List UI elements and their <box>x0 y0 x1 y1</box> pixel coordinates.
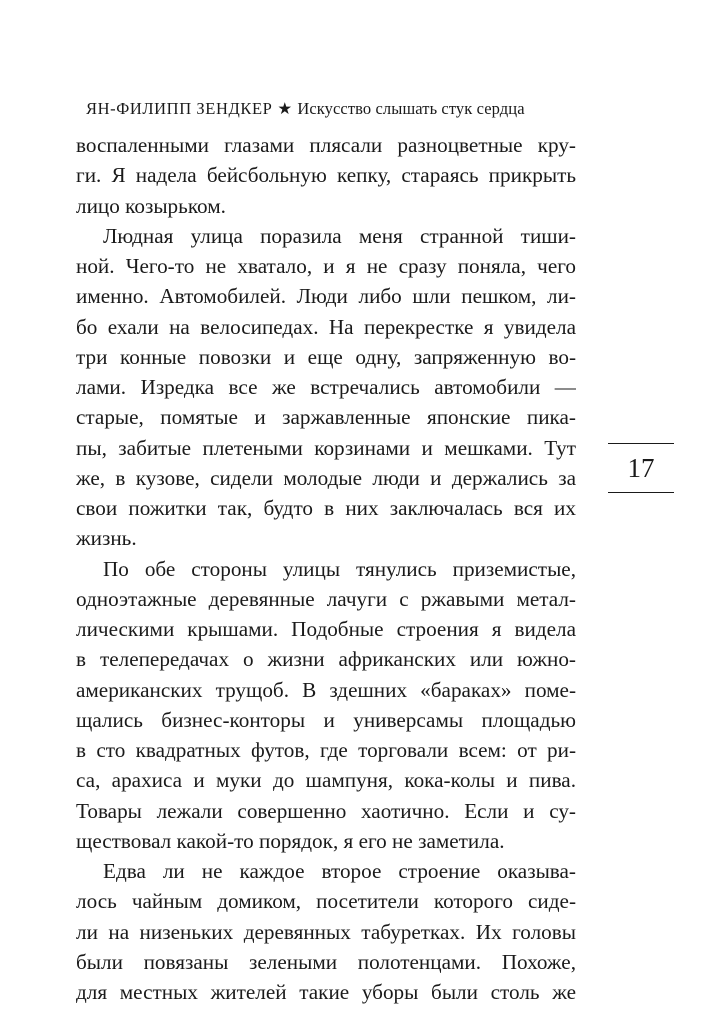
running-head <box>86 97 586 121</box>
text-line: старые, помятые и заржавленные японские пика- <box>76 405 576 430</box>
text-line: ги. Я надела бейсбольную кепку, стараясь прикрыть <box>76 163 576 188</box>
text-line: же, в кузове, сидели молодые люди и держались за <box>76 465 576 490</box>
paragraph-first-line: Едва ли не каждое второе строение оказыва- <box>103 859 576 883</box>
text-line: Товары лежали совершенно хаотично. Если и су- <box>76 798 576 823</box>
text-line: щались бизнес-конторы и универсамы площадью <box>76 707 576 732</box>
paragraph-first-line: По обе стороны улицы тянулись приземистые, <box>103 556 576 581</box>
paragraph-end-line: жизнь. <box>76 526 137 551</box>
star-icon: ★ <box>277 99 293 118</box>
text-line: американских трущоб. В здешних «бараках» поме- <box>76 677 576 702</box>
text-line: в сто квадратных футов, где торговали всем: от ри- <box>76 738 576 762</box>
text-line: ной. Чего-то не хватало, и я не сразу поняла, чего <box>76 254 576 278</box>
page-number: 17 <box>627 453 655 483</box>
paragraph-end-line: лицо козырьком. <box>76 193 226 218</box>
paragraph-end-line: ществовал какой-то порядок, я его не заметила. <box>76 828 505 853</box>
text-line: лами. Изредка все же встречались автомобили — <box>76 375 576 399</box>
paragraph-first-line: Людная улица поразила меня странной тиши- <box>103 223 576 248</box>
text-line: лическими крышами. Подобные строения я видела <box>76 617 576 641</box>
text-line: именно. Автомобилей. Люди либо шли пешком, ли- <box>76 284 576 309</box>
text-line: в телепередачах о жизни африканских или южно- <box>76 647 576 672</box>
text-line: три конные повозки и еще одну, запряженную во- <box>76 344 576 369</box>
text-line: одноэтажные деревянные лачуги с ржавыми метал- <box>76 586 576 611</box>
page-number-marker <box>608 443 674 493</box>
body-text <box>76 130 576 1007</box>
text-line: лось чайным домиком, посетители которого сиде- <box>76 889 576 914</box>
text-line: воспаленными глазами плясали разноцветные кру- <box>76 133 576 157</box>
running-head-author: ЯН-ФИЛИПП ЗЕНДКЕР <box>86 99 273 118</box>
text-line: са, арахиса и муки до шампуня, кока-колы и пива. <box>76 768 576 793</box>
text-line: для местных жителей такие уборы были столь же <box>76 980 576 1004</box>
text-line: были повязаны зелеными полотенцами. Похоже, <box>76 949 576 974</box>
text-line: бо ехали на велосипедах. На перекрестке я увидела <box>76 314 576 339</box>
page-number-rule-bottom <box>608 492 674 493</box>
text-line: ли на низеньких деревянных табуретках. Их головы <box>76 919 576 944</box>
text-line: пы, забитые плетеными корзинами и мешками. Тут <box>76 435 576 460</box>
text-line: свои пожитки так, будто в них заключалась вся их <box>76 496 576 520</box>
running-head-book-title: Искусство слышать стук сердца <box>297 99 525 118</box>
